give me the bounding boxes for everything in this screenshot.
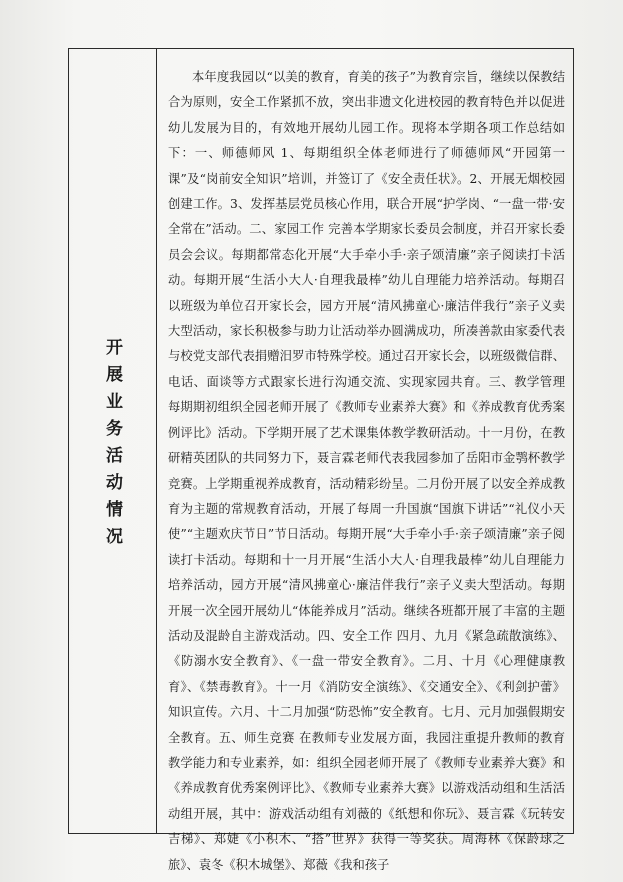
label-cell: [69, 49, 157, 833]
report-table: [68, 48, 574, 872]
section-label: 开展业务活动情况: [102, 338, 122, 554]
content-cell: [157, 49, 573, 872]
activity-report-text: 本年度我园以“以美的教育，育美的孩子”为教育宗旨，继续以保教结合为原则，安全工作紧抓不放，突出非遗文化进校园的教育特色并以促进幼儿发展为目的，有效地开展幼儿园工作。现将本学期各项工作总结如下：一、师德师风 1、每期组织全体老师进行了师德师风“开园第一课”及“岗前安全知识”培训，并签订了《安全责任状》。2、开展无烟校园创建工作。3、发挥基层党员核心作用，联合开展“护学岗、“一盘一带·安全常在”活动。二、家园工作 完善本学期家长委员会制度，并召开家长委员会会议。每期都常态化开展“大手牵小手·亲子颂清廉”亲子阅读打卡活动。每期开展“生活小大人·自理我最棒”幼儿自理能力培养活动。每期召以班级为单位召开家长会，园方开展“清风拂童心·廉洁伴我行”亲子义卖大型活动，家长积极参与助力让活动举办圆满成功，所凑善款由家委代表与校党支部代表捐赠汨罗市特殊学校。通过召开家长会，以班级微信群、电话、面谈等方式跟家长进行沟通交流、实现家园共育。三、教学管理 每期期初组织全园老师开展了《教师专业素养大赛》和《养成教育优秀案例评比》活动。下学期开展了艺术课集体教学教研活动。十一月份，在教研精英团队的共同努力下，聂言霖老师代表我园参加了岳阳市金鹗杯教学竞赛。上学期重视养成教育，活动精彩纷呈。二月份开展了以安全养成教育为主题的常规教育活动，开展了每周一升国旗“国旗下讲话”“礼仪小天使”“主题欢庆节日”节日活动。每期开展“大手牵小手·亲子颂清廉”亲子阅读打卡活动。每期和十一月开展“生活小大人·自理我最棒”幼儿自理能力培养活动，园方开展“清风拂童心·廉洁伴我行”亲子义卖大型活动。每期开展一次全园开展幼儿“体能养成月”活动。继续各班都开展了丰富的主题活动及混龄自主游戏活动。四、安全工作 四月、九月《紧急疏散演练》、《防溺水安全教育》、《一盘一带安全教育》。二月、十月《心理健康教育》、《禁毒教育》。十一月《消防安全演练》、《交通安全》、《利剑护蕾》知识宣传。六月、十二月加强“防恐怖”安全教育。七月、元月加强假期安全教育。五、师生竞赛 在教师专业发展方面，我园注重提升教师的教育教学能力和专业素养，如：组织全园老师开展了《教师专业素养大赛》和《养成教育优秀案例评比》、《教师专业素养大赛》以游戏活动组和生活活动组开展，其中：游戏活动组有刘薇的《纸想和你玩》、聂言霖《玩转安吉梯》、郑婕《小积木、“搭”世界》获得一等奖获。周海林《保龄球之旅》、袁冬《积木城堡》、郑薇《我和孩子: [168, 70, 565, 872]
